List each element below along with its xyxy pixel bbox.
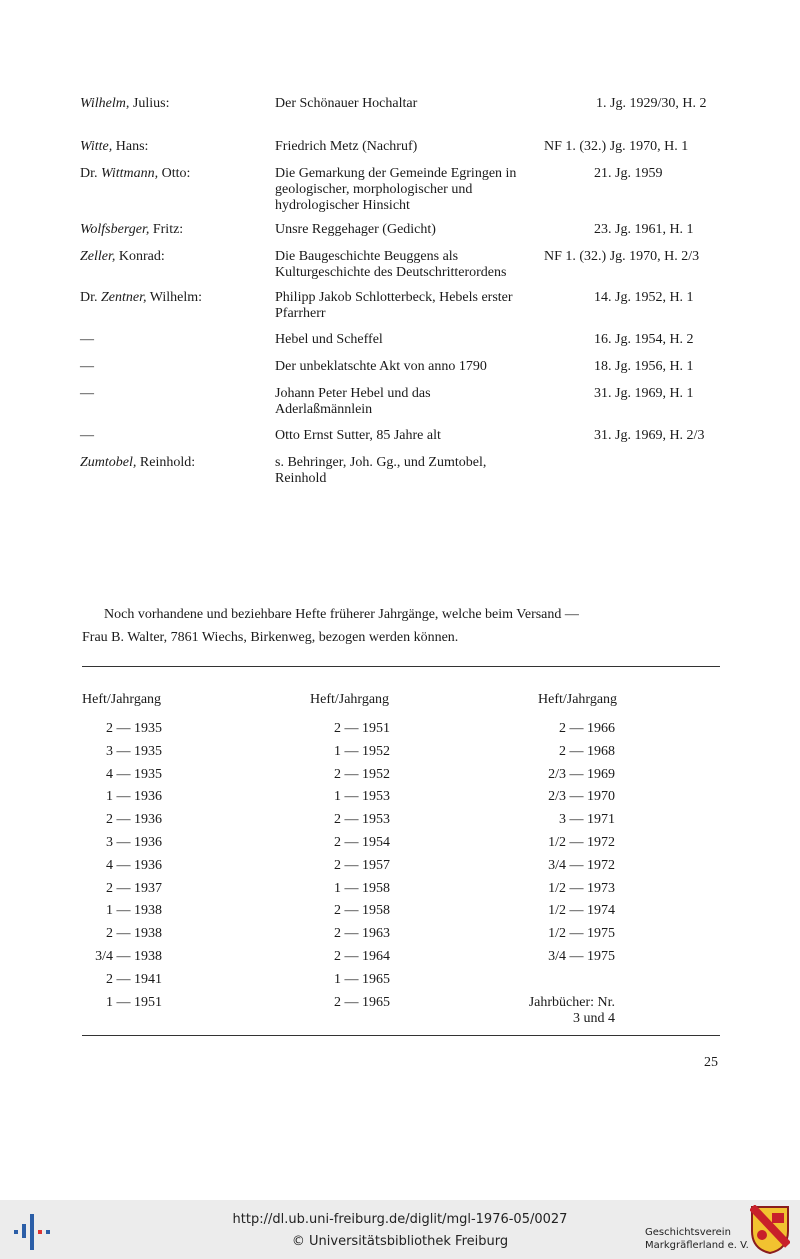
issue-entry: 3 — 1935: [106, 743, 162, 759]
issue-entry: 2 — 1957: [334, 857, 390, 873]
entry-author: Zeller, Konrad:: [80, 249, 165, 264]
entry-reference: 31. Jg. 1969, H. 2/3: [594, 428, 705, 443]
issue-entry: Jahrbücher: Nr. 3 und 4: [528, 994, 615, 1026]
entry-title: Hebel und Scheffel: [275, 332, 383, 347]
issues-column-2: [310, 721, 390, 1017]
entry-author: Wilhelm, Julius:: [80, 96, 170, 111]
entry-author-dash: —: [80, 428, 94, 443]
issue-entry: 1 — 1965: [334, 971, 390, 987]
issue-entry: 2 — 1951: [334, 721, 390, 736]
entry-title: Friedrich Metz (Nachruf): [275, 139, 418, 154]
entry-reference: NF 1. (32.) Jg. 1970, H. 2/3: [544, 249, 700, 264]
entry-title: Unsre Reggehager (Gedicht): [275, 222, 436, 237]
column-header: Heft/Jahrgang: [310, 692, 390, 707]
issue-entry: 2 — 1968: [559, 743, 615, 759]
issue-entry: 1 — 1958: [334, 880, 390, 896]
column-header: Heft/Jahrgang: [82, 692, 162, 707]
society-line: Markgräflerland e. V.: [645, 1240, 749, 1251]
issue-entry: 2 — 1965: [334, 994, 390, 1010]
entry-author: Dr. Zentner, Wilhelm:: [80, 290, 203, 305]
issues-column-3: [520, 721, 615, 1026]
entry-author-dash: —: [80, 386, 94, 401]
issue-entry: [520, 972, 615, 995]
entry-reference: 16. Jg. 1954, H. 2: [594, 332, 694, 347]
issue-entry: 1/2 — 1972: [548, 834, 615, 850]
issue-entry: 1/2 — 1973: [548, 880, 615, 896]
issue-entry: 1/2 — 1974: [548, 903, 615, 919]
issue-entry: 3/4 — 1972: [548, 857, 615, 873]
issue-entry: 2 — 1953: [334, 812, 390, 828]
top-rule: [82, 666, 720, 667]
entry-author: Dr. Wittmann, Otto:: [80, 166, 191, 181]
coat-of-arms-icon: [750, 1205, 790, 1255]
entry-author-dash: —: [80, 359, 94, 374]
issue-entry: 1 — 1952: [334, 743, 390, 759]
entry-title: Die Gemarkung der Gemeinde Egringen in geologischer, morphologischer und hydrologischer Hinsicht: [275, 166, 517, 213]
issue-entry: 2 — 1966: [559, 721, 615, 736]
issue-entry: 2/3 — 1970: [548, 789, 615, 805]
entry-reference: 23. Jg. 1961, H. 1: [594, 222, 694, 237]
issue-entry: 2 — 1938: [106, 926, 162, 942]
issue-entry: 1 — 1953: [334, 789, 390, 805]
document-url[interactable]: http://dl.ub.uni-freiburg.de/diglit/mgl-1976-05/0027: [232, 1212, 568, 1227]
issue-entry: 1 — 1936: [106, 789, 162, 805]
issue-entry: 3/4 — 1938: [95, 948, 162, 964]
issue-entry: 1/2 — 1975: [548, 926, 615, 942]
entry-author: Zumtobel, Reinhold:: [80, 455, 196, 470]
entry-title: s. Behringer, Joh. Gg., und Zumtobel, Reinhold: [275, 455, 487, 486]
issue-entry: 3 — 1971: [559, 812, 615, 828]
society-line: Geschichtsverein: [645, 1227, 731, 1238]
entry-title: Philipp Jakob Schlotterbeck, Hebels erster Pfarrherr: [275, 290, 513, 321]
entry-reference: 21. Jg. 1959: [594, 166, 663, 181]
column-header: Heft/Jahrgang: [538, 692, 618, 707]
copyright-text: © Universitätsbibliothek Freiburg: [291, 1234, 509, 1249]
issue-entry: 2/3 — 1969: [548, 766, 615, 782]
entry-author: Witte, Hans:: [80, 139, 149, 154]
entry-author-dash: —: [80, 332, 94, 347]
bottom-rule: [82, 1035, 720, 1036]
issue-entry: 1 — 1951: [106, 994, 162, 1010]
entry-reference: 14. Jg. 1952, H. 1: [594, 290, 694, 305]
entry-reference: 18. Jg. 1956, H. 1: [594, 359, 694, 374]
issue-entry: 1 — 1938: [106, 903, 162, 919]
entry-title: Johann Peter Hebel und das Aderlaßmännlein: [275, 386, 431, 417]
issue-entry: 2 — 1936: [106, 812, 162, 828]
issues-column-1: [82, 721, 162, 1017]
entry-title: Otto Ernst Sutter, 85 Jahre alt: [275, 428, 441, 443]
issue-entry: 3 — 1936: [106, 834, 162, 850]
note-line: Noch vorhandene und beziehbare Hefte früherer Jahrgänge, welche beim Versand —: [104, 607, 579, 622]
issue-entry: 2 — 1958: [334, 903, 390, 919]
availability-note: [82, 603, 722, 649]
entry-title: Der unbeklatschte Akt von anno 1790: [275, 359, 487, 374]
page-number: 25: [704, 1055, 718, 1070]
issue-entry: 2 — 1954: [334, 834, 390, 850]
entry-title: Die Baugeschichte Beuggens als Kulturgeschichte des Deutschritterordens: [275, 249, 507, 280]
issue-entry: 4 — 1935: [106, 766, 162, 782]
issue-entry: 2 — 1964: [334, 948, 390, 964]
society-name: [645, 1226, 749, 1252]
issue-entry: 3/4 — 1975: [548, 948, 615, 964]
note-line: Frau B. Walter, 7861 Wiechs, Birkenweg, bezogen werden können.: [82, 630, 459, 645]
library-footer: [0, 1200, 800, 1259]
entry-reference: NF 1. (32.) Jg. 1970, H. 1: [544, 139, 689, 154]
issue-entry: 2 — 1941: [106, 971, 162, 987]
issue-entry: 2 — 1935: [106, 721, 162, 736]
entry-author: Wolfsberger, Fritz:: [80, 222, 184, 237]
issue-entry: 2 — 1963: [334, 926, 390, 942]
entry-reference: 1. Jg. 1929/30, H. 2: [596, 96, 707, 111]
issue-entry: 2 — 1937: [106, 880, 162, 896]
entry-reference: 31. Jg. 1969, H. 1: [594, 386, 694, 401]
entry-title: Der Schönauer Hochaltar: [275, 96, 418, 111]
issue-entry: 2 — 1952: [334, 766, 390, 782]
issue-entry: 4 — 1936: [106, 857, 162, 873]
